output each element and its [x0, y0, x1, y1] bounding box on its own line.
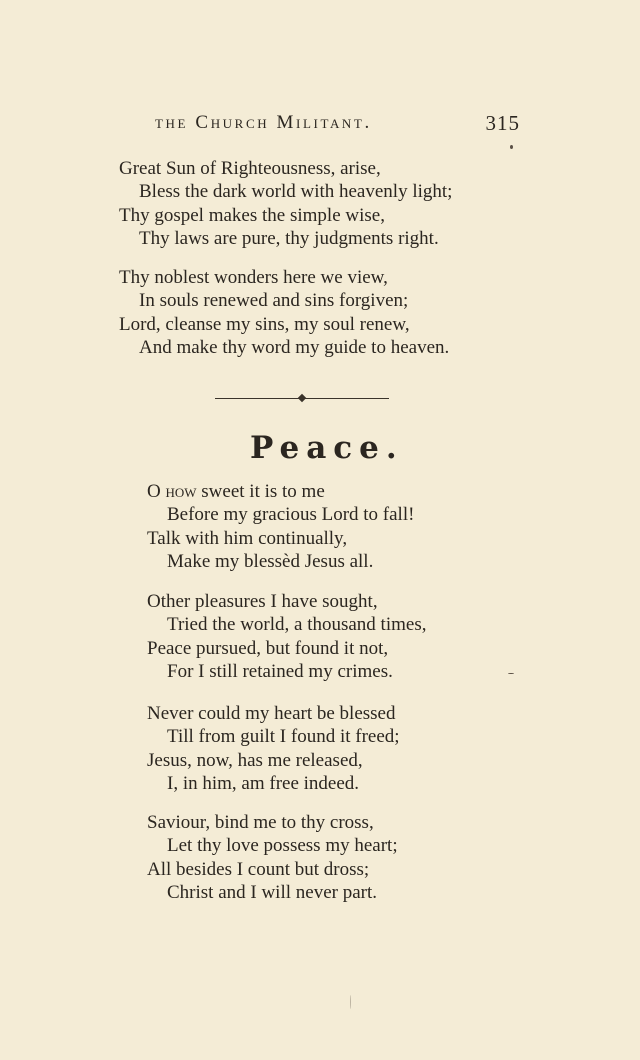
poem-stanza-1 [147, 480, 414, 573]
poem-title: Peace. [250, 430, 404, 466]
verse-line: Christ and I will never part. [167, 881, 378, 903]
verse-line: In souls renewed and sins forgiven; [139, 290, 409, 312]
verse-line: Other pleasures I have sought, [147, 591, 378, 612]
verse-line: All besides I count but dross; [147, 858, 370, 880]
verse-line: Bless the dark world with heavenly light; [139, 181, 453, 203]
section-divider [215, 398, 389, 400]
paper-speck [350, 995, 351, 1009]
paper-speck [510, 145, 513, 149]
verse-line: And make thy word my guide to heaven. [139, 336, 450, 358]
poem-stanza-3 [147, 702, 400, 795]
hymn-stanza-2 [119, 266, 449, 359]
verse-line-first [147, 480, 414, 503]
verse-line: For I still retained my crimes. [167, 660, 393, 682]
divider-rule-right [305, 398, 389, 399]
verse-line: Thy gospel makes the simple wise, [119, 204, 385, 226]
verse-line: Great Sun of Righteousness, arise, [119, 158, 381, 179]
first-word: O [147, 481, 161, 502]
divider-rule-left [215, 398, 299, 399]
first-line-smallcaps: how [165, 481, 197, 502]
verse-line: Thy laws are pure, thy judgments right. [139, 227, 439, 249]
verse-line: Peace pursued, but found it not, [147, 637, 389, 659]
verse-line: Never could my heart be blessed [147, 703, 396, 724]
verse-line: I, in him, am free indeed. [167, 772, 360, 794]
verse-line: Make my blessèd Jesus all. [167, 550, 374, 572]
first-line-rest: sweet it is to me [201, 481, 325, 502]
poem-stanza-2 [147, 590, 426, 683]
verse-line: Till from guilt I found it freed; [167, 726, 400, 748]
page-number: 315 [485, 111, 520, 135]
poem-stanza-4 [147, 811, 398, 904]
hymn-stanza-1 [119, 157, 452, 250]
running-title: the Church Militant. [155, 112, 372, 133]
verse-line: Saviour, bind me to thy cross, [147, 812, 374, 833]
verse-line: Talk with him continually, [147, 527, 348, 549]
verse-line: Let thy love possess my heart; [167, 835, 398, 857]
verse-line: Before my gracious Lord to fall! [167, 504, 415, 526]
verse-line: Jesus, now, has me released, [147, 749, 363, 771]
paper-speck [508, 673, 514, 674]
verse-line: Lord, cleanse my sins, my soul renew, [119, 313, 410, 335]
verse-line: Tried the world, a thousand times, [167, 614, 427, 636]
verse-line: Thy noblest wonders here we view, [119, 267, 388, 288]
running-head [155, 112, 520, 140]
